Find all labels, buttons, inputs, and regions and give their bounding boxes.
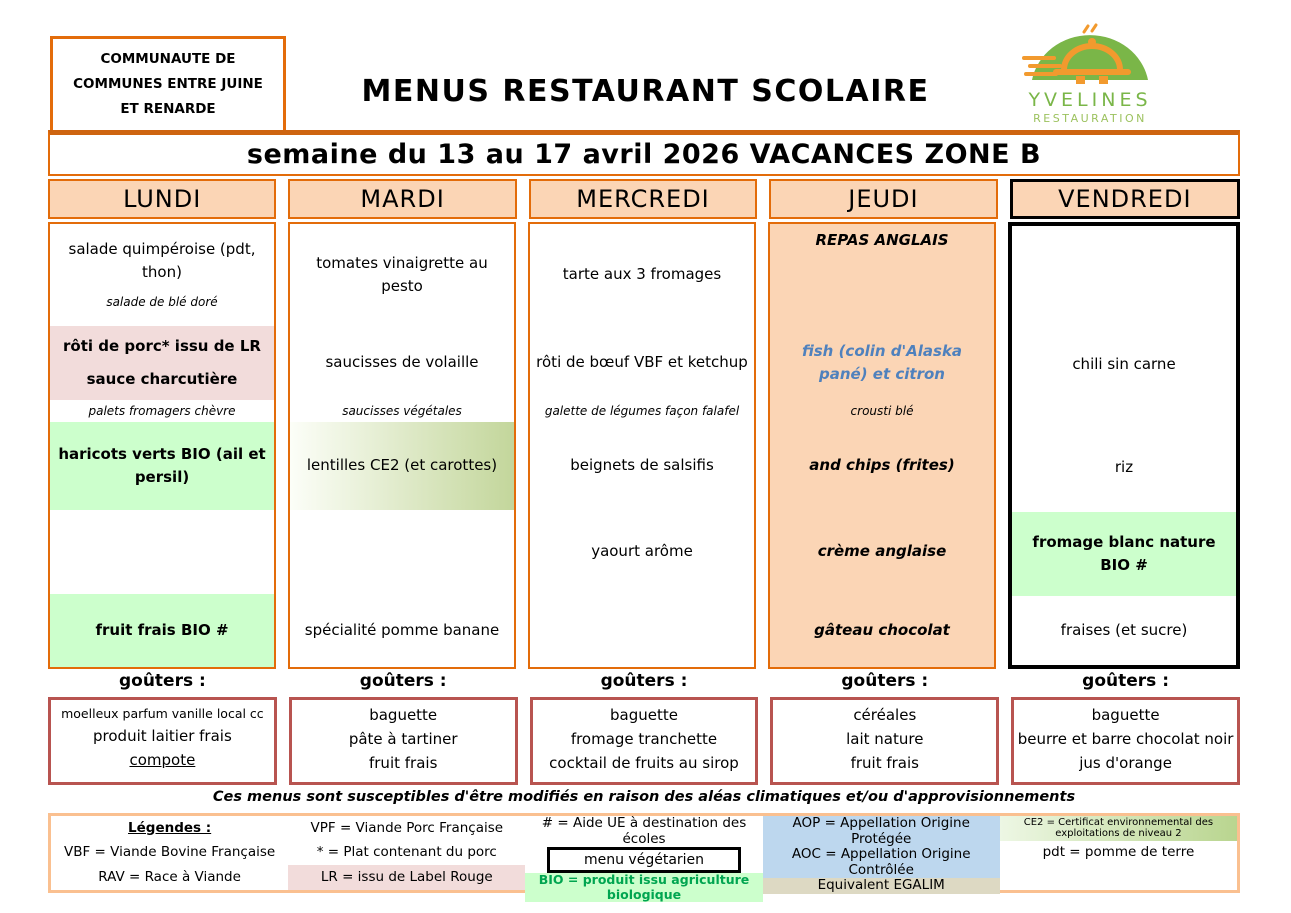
gouter-item: cocktail de fruits au sirop <box>549 754 739 772</box>
menu-cell-mardi-accomp <box>290 422 514 510</box>
legend-cell: VPF = Viande Porc Française <box>310 819 504 836</box>
legend-column-2 <box>288 816 525 890</box>
menu-cell-mercredi-dessert <box>530 594 754 667</box>
day-header-jeudi: JEUDI <box>769 179 997 219</box>
menu-cell-mercredi-entree <box>530 224 754 326</box>
menu-cell-lundi-accomp <box>50 422 274 510</box>
menu-item-text: yaourt arôme <box>591 542 693 561</box>
menu-item-text: spécialité pomme banane <box>304 620 500 639</box>
gouter-label-jeudi: goûters : <box>841 671 929 691</box>
legend-title: Légendes : <box>128 819 212 836</box>
top-bar <box>48 30 1243 126</box>
menu-cell-lundi-entree <box>50 224 274 326</box>
menu-item-text: REPAS ANGLAIS <box>815 231 949 249</box>
legend-cell: RAV = Race à Viande <box>98 868 241 885</box>
cloche-dome-icon <box>1020 22 1160 86</box>
menu-item-text: crousti blé <box>850 403 914 418</box>
legend-cell-bio: BIO = produit issu agriculture biologique <box>525 873 762 902</box>
day-header-mardi: MARDI <box>288 179 516 219</box>
menu-item-text: haricots verts BIO (ail et persil) <box>58 444 266 486</box>
menu-cell-jeudi-entree <box>770 224 994 326</box>
legend-cell-aop: AOP = Appellation Origine Protégée <box>763 816 1000 847</box>
gouter-label-vendredi: goûters : <box>1082 671 1169 691</box>
menu-cell-vendredi-plat <box>1012 328 1236 402</box>
gouter-item: compote <box>129 750 196 769</box>
menu-item-text: galette de légumes façon falafel <box>544 403 740 418</box>
menu-cell-mardi-entree <box>290 224 514 326</box>
menu-item-text: salade quimpéroise (pdt, thon) <box>68 239 256 282</box>
menu-cell-mardi-dessert <box>290 594 514 667</box>
day-header-mercredi: MERCREDI <box>529 179 757 219</box>
menu-cell-mardi-platalt <box>290 400 514 422</box>
gouter-label-mardi: goûters : <box>359 671 447 691</box>
menu-item-text: tomates vinaigrette au pesto <box>316 253 488 295</box>
menu-cell-jeudi-plat <box>770 326 994 400</box>
legend-cell: VBF = Viande Bovine Française <box>64 844 276 861</box>
menu-item-text: rôti de porc* issu de LR <box>63 337 261 356</box>
legend-table <box>48 813 1240 902</box>
org-line: COMMUNAUTE DE <box>100 51 236 67</box>
vegetarian-menu-box: menu végétarien <box>547 847 741 873</box>
org-line: COMMUNES ENTRE JUINE <box>73 75 263 92</box>
disclaimer: Ces menus sont susceptibles d'être modifiés en raison des aléas climatiques et/ou d'approvisionnements <box>212 789 1076 805</box>
gouter-item: produit laitier frais <box>93 726 232 745</box>
menu-item-text: saucisses végétales <box>342 403 462 418</box>
day-column-jeudi <box>768 222 996 669</box>
menu-cell-mercredi-platalt <box>530 400 754 422</box>
day-headers <box>48 179 1240 219</box>
legend-column-5 <box>1000 816 1237 890</box>
gouter-box-lundi <box>48 697 277 785</box>
gouter-item: baguette <box>1091 706 1160 724</box>
gouter-item: jus d'orange <box>1079 754 1172 772</box>
page-title: MENUS RESTAURANT SCOLAIRE <box>361 74 930 109</box>
gouter-item: beurre et barre chocolat noir <box>1017 730 1234 748</box>
legend-column-1 <box>51 816 288 890</box>
day-columns <box>48 222 1240 669</box>
menu-item-text: riz <box>1114 458 1134 477</box>
menu-cell-mercredi-laitage <box>530 510 754 594</box>
menu-item-text: beignets de salsifis <box>570 456 714 475</box>
legend-cell: # = Aide UE à destination des écoles <box>541 815 747 847</box>
day-column-mardi <box>288 222 516 669</box>
menu-item-text: chili sin carne <box>1072 355 1176 374</box>
day-column-lundi <box>48 222 276 669</box>
week-banner: semaine du 13 au 17 avril 2026 VACANCES ZONE B <box>48 130 1240 176</box>
legend-cell-vegetarien <box>525 847 762 873</box>
legend-column-4 <box>763 815 1000 894</box>
gouter-box-mercredi <box>530 697 759 785</box>
menu-item-text: crème anglaise <box>817 542 947 561</box>
menu-item-text: lentilles CE2 (et carottes) <box>306 456 498 475</box>
day-header-vendredi: VENDREDI <box>1010 179 1240 219</box>
menu-cell-lundi-laitage <box>50 510 274 594</box>
gouter-item: baguette <box>610 706 678 724</box>
logo <box>1015 22 1165 124</box>
day-column-mercredi <box>528 222 756 669</box>
menu-cell-vendredi-accomp <box>1012 424 1236 512</box>
menu-item-text: sauce charcutière <box>86 369 238 388</box>
gouter-item: fromage tranchette <box>570 730 718 748</box>
legend-cell <box>51 816 288 841</box>
gouter-item: céréales <box>853 706 917 724</box>
menu-cell-vendredi-laitage <box>1012 512 1236 596</box>
menu-cell-jeudi-platalt <box>770 400 994 422</box>
menu-cell-vendredi-entree <box>1012 226 1236 328</box>
legend-cell-pdt: pdt = pomme de terre <box>1042 844 1195 861</box>
menu-cell-jeudi-laitage <box>770 510 994 594</box>
legend-cell-label-rouge: LR = issu de Label Rouge <box>288 865 525 890</box>
menu-item-text: saucisses de volaille <box>325 353 479 372</box>
menu-item-text: fruit frais BIO # <box>95 620 229 639</box>
logo-text-restauration: RESTAURATION <box>1033 112 1147 125</box>
menu-cell-mercredi-plat <box>530 326 754 400</box>
menu-item-text: salade de blé doré <box>106 295 218 310</box>
menu-item-text: rôti de bœuf VBF et ketchup <box>536 353 748 372</box>
menu-item-text: fromage blanc nature BIO # <box>1032 532 1216 574</box>
gouter-item: lait nature <box>846 730 924 748</box>
gouter-label-lundi: goûters : <box>118 671 206 691</box>
gouter-item: moelleux parfum vanille local cc <box>61 706 264 721</box>
menu-item-text: fraises (et sucre) <box>1060 620 1188 639</box>
menu-item-text: fish (colin d'Alaska pané) et citron <box>801 341 963 383</box>
menu-cell-lundi-plat <box>50 326 274 400</box>
menu-item-text: gâteau chocolat <box>814 620 950 639</box>
menu-cell-jeudi-dessert <box>770 594 994 667</box>
menu-content <box>48 130 1240 902</box>
gouter-item: pâte à tartiner <box>348 730 458 748</box>
gouter-box-jeudi <box>770 697 999 785</box>
menu-cell-mardi-laitage <box>290 510 514 594</box>
menu-cell-lundi-platalt <box>50 400 274 422</box>
gouter-item: fruit frais <box>850 754 919 772</box>
gouter-boxes <box>48 697 1240 785</box>
menu-cell-lundi-dessert <box>50 594 274 667</box>
legend-cell-aoc: AOC = Appellation Origine Contrôlée <box>763 847 1000 878</box>
day-header-lundi: LUNDI <box>48 179 276 219</box>
gouter-labels <box>48 671 1240 697</box>
legend-cell-egalim: Equivalent EGALIM <box>763 878 1000 894</box>
menu-item-text: palets fromagers chèvre <box>88 403 236 418</box>
logo-text-yvelines: YVELINES <box>1028 89 1152 111</box>
legend-cell-empty <box>1000 865 1237 890</box>
gouter-item: baguette <box>369 706 438 724</box>
legend-cell-ce2: CE2 = Certificat environnemental des exploitations de niveau 2 <box>1000 816 1237 841</box>
gouter-label-mercredi: goûters : <box>600 671 688 691</box>
gouter-box-mardi <box>289 697 518 785</box>
org-line: ET RENARDE <box>120 100 216 117</box>
gouter-item: fruit frais <box>368 754 438 772</box>
menu-cell-mercredi-accomp <box>530 422 754 510</box>
menu-item-text: tarte aux 3 fromages <box>562 265 722 284</box>
legend-column-3 <box>525 815 762 902</box>
menu-cell-vendredi-dessert <box>1012 596 1236 665</box>
day-column-vendredi <box>1008 222 1240 669</box>
menu-item-text: and chips (frites) <box>809 456 955 475</box>
menu-cell-mardi-plat <box>290 326 514 400</box>
menu-cell-jeudi-accomp <box>770 422 994 510</box>
menu-cell-vendredi-platalt <box>1012 402 1236 424</box>
gouter-box-vendredi <box>1011 697 1240 785</box>
legend-cell: * = Plat contenant du porc <box>316 844 497 861</box>
